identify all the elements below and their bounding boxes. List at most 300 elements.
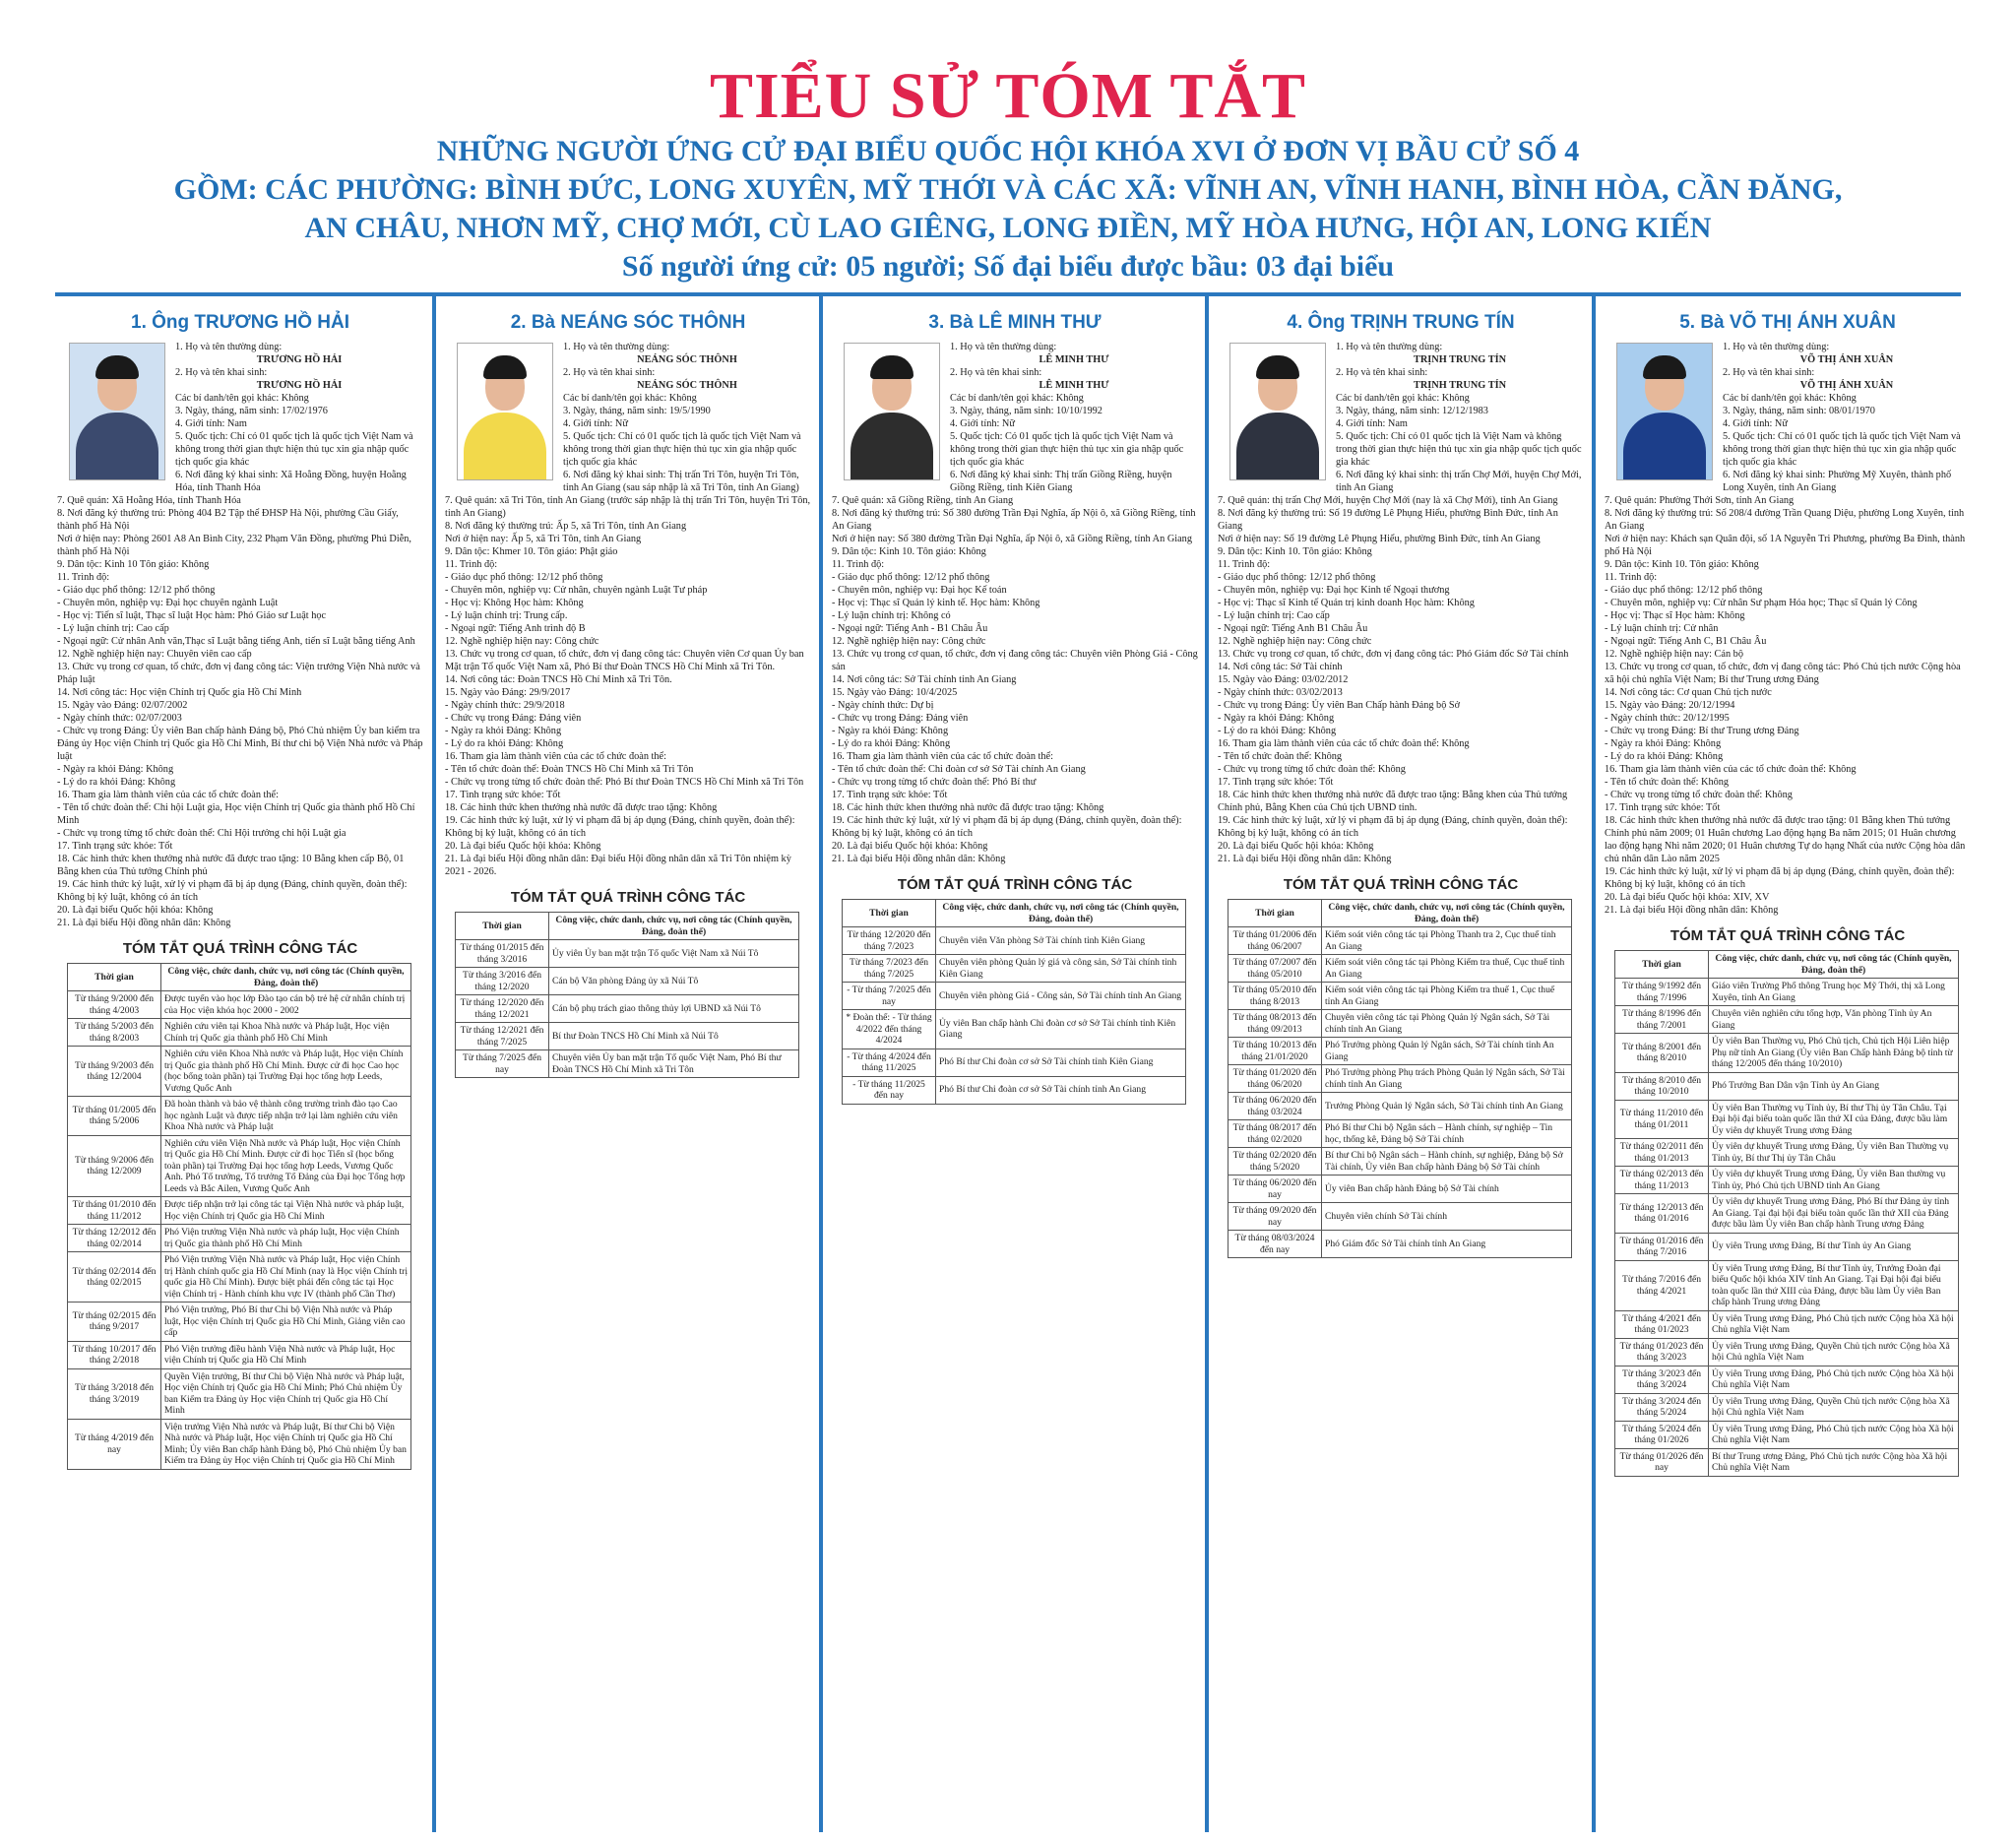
work-description: Chuyên viên phòng Giá - Công sản, Sở Tài chính tỉnh An Giang <box>936 983 1186 1010</box>
bio-line: 20. Là đại biểu Quốc hội khóa: Không <box>445 841 601 852</box>
bio-line: 7. Quê quán: thị trấn Chợ Mới, huyện Chợ Mới (nay là xã Chợ Mới), tỉnh An Giang <box>1218 495 1558 506</box>
work-description: Phó Viện trưởng điều hành Viện Nhà nước và Pháp luật, Học viện Chính trị Quốc gia Hồ Chí Minh <box>161 1341 411 1368</box>
bio-line: - Lý luận chính trị: Không có <box>832 610 951 621</box>
work-description: Phó Viện trưởng, Phó Bí thư Chi bộ Viện Nhà nước và Pháp luật, Học viện Chính trị Quốc gia Hồ Chí Minh, Giảng viên cao cấp <box>161 1303 411 1342</box>
bio-line: - Học vị: Không Học hàm: Không <box>445 598 584 608</box>
col-header-work: Công việc, chức danh, chức vụ, nơi công tác (Chính quyền, Đảng, đoàn thể) <box>936 900 1186 927</box>
col-header-time: Thời gian <box>456 913 549 940</box>
bio-line: 3. Ngày, tháng, năm sinh: 10/10/1992 <box>950 406 1102 416</box>
work-history-table <box>1228 899 1572 1258</box>
work-period: Từ tháng 8/2010 đến tháng 10/2010 <box>1615 1072 1709 1100</box>
work-period: Từ tháng 10/2013 đến tháng 21/01/2020 <box>1228 1038 1322 1065</box>
table-row <box>1615 1072 1959 1100</box>
bio-line: - Ngày chính thức: Dự bị <box>832 700 934 711</box>
work-description: Ủy viên dự khuyết Trung ương Đảng, Ủy viên Ban thường vụ Tỉnh ủy, Phó Chủ tịch UBND tỉnh An Giang <box>1709 1167 1959 1194</box>
bio-line: 6. Nơi đăng ký khai sinh: thị trấn Chợ Mới, huyện Chợ Mới, tỉnh An Giang <box>1336 470 1582 493</box>
bio-line: 11. Trình độ: <box>832 559 885 570</box>
work-period: Từ tháng 01/2015 đến tháng 3/2016 <box>456 940 549 968</box>
work-description: Chuyên viên chính Sở Tài chính <box>1322 1203 1572 1231</box>
bio-line: Các bí danh/tên gọi khác: Không <box>1336 393 1470 404</box>
work-period: - Từ tháng 7/2025 đến nay <box>843 983 936 1010</box>
col-header-time: Thời gian <box>843 900 936 927</box>
bio-line: 6. Nơi đăng ký khai sinh: Phường Mỹ Xuyên, thành phố Long Xuyên, tỉnh An Giang <box>1723 470 1952 493</box>
candidate-portrait <box>844 343 940 480</box>
work-description: Kiểm soát viên công tác tại Phòng Kiểm tra thuế, Cục thuế tỉnh An Giang <box>1322 955 1572 983</box>
work-period: Từ tháng 10/2017 đến tháng 2/2018 <box>68 1341 161 1368</box>
work-period: Từ tháng 7/2016 đến tháng 4/2021 <box>1615 1260 1709 1310</box>
work-description: Phó Giám đốc Sở Tài chính tỉnh An Giang <box>1322 1231 1572 1258</box>
work-description: Ủy viên Ban chấp hành Đảng bộ Sở Tài chính <box>1322 1176 1572 1203</box>
table-row <box>1228 1176 1572 1203</box>
bio-line: 3. Ngày, tháng, năm sinh: 12/12/1983 <box>1336 406 1488 416</box>
bio-line: 4. Giới tính: Nam <box>1336 418 1408 429</box>
bio-line: 11. Trình độ: <box>1605 572 1658 583</box>
bio-line: 6. Nơi đăng ký khai sinh: Thị trấn Giồng Riềng, huyện Giồng Riềng, tỉnh Kiên Giang <box>950 470 1172 493</box>
bio-line: 21. Là đại biểu Hội đồng nhân dân: Đại biểu Hội đồng nhân dân xã Tri Tôn nhiệm kỳ 2021 - 2026. <box>445 854 791 877</box>
bio-line: TRỊNH TRUNG TÍN <box>1413 354 1507 365</box>
bio-line: 15. Ngày vào Đảng: 10/4/2025 <box>832 687 958 698</box>
col-header-work: Công việc, chức danh, chức vụ, nơi công tác (Chính quyền, Đảng, đoàn thể) <box>1709 951 1959 979</box>
table-row <box>1228 927 1572 955</box>
work-period: Từ tháng 01/2026 đến nay <box>1615 1448 1709 1476</box>
bio-line: 18. Các hình thức khen thưởng nhà nước đã được trao tặng: Không <box>445 802 718 813</box>
table-row <box>1615 1421 1959 1448</box>
bio-line: 9. Dân tộc: Kinh 10. Tôn giáo: Không <box>1605 559 1759 570</box>
bio-line: 4. Giới tính: Nữ <box>950 418 1015 429</box>
work-period: Từ tháng 5/2003 đến tháng 8/2003 <box>68 1019 161 1047</box>
bio-line: 8. Nơi đăng ký thường trú: Số 19 đường Lê Phụng Hiểu, phường Bình Đức, tỉnh An Giang <box>1218 508 1558 532</box>
work-description: Phó Viện trưởng Viện Nhà nước và Pháp luật, Học viện Chính trị Hành chính quốc gia Hồ Chí Minh (nay là Học viện Chính trị quốc gia Hồ Chí Minh). Được biệt phái đến công tác tại Học viện Chính trị - Hành chính khu vực IV (thành phố Cần Thơ) <box>161 1252 411 1303</box>
work-description: Phó Viện trưởng Viện Nhà nước và pháp luật, Học viện Chính trị Quốc gia thành phố Hồ Chí Minh <box>161 1225 411 1252</box>
work-period: Từ tháng 01/2010 đến tháng 11/2012 <box>68 1197 161 1225</box>
work-description: Nghiên cứu viên Khoa Nhà nước và Pháp luật, Học viện Chính trị Quốc gia thành phố Hồ Chí Minh. Được cử đi học Cao học (học bổng toàn phần) tại Trường Đại học tổng hợp Leeds, Vương Quốc Anh <box>161 1047 411 1097</box>
bio-line: 17. Tình trạng sức khỏe: Tốt <box>57 841 173 852</box>
bio-line: Nơi ở hiện nay: Số 380 đường Trần Đại Nghĩa, ấp Nội ô, xã Giồng Riềng, tỉnh An Giang <box>832 534 1192 544</box>
bio-line: - Chức vụ trong từng tổ chức đoàn thể: Không <box>1218 764 1406 775</box>
work-description: Ủy viên dự khuyết Trung ương Đảng, Ủy viên Ban Thường vụ Tỉnh ủy, Bí thư Thị ủy Tân Châu <box>1709 1139 1959 1167</box>
bio-line: - Ngày chính thức: 03/02/2013 <box>1218 687 1343 698</box>
work-period: * Đoàn thể: - Từ tháng 4/2022 đến tháng 4/2024 <box>843 1010 936 1049</box>
table-header-row <box>1615 951 1959 979</box>
bio-line: Các bí danh/tên gọi khác: Không <box>175 393 309 404</box>
portrait-clothing <box>1236 413 1319 480</box>
work-period: Từ tháng 01/2023 đến tháng 3/2023 <box>1615 1338 1709 1366</box>
work-period: Từ tháng 12/2012 đến tháng 02/2014 <box>68 1225 161 1252</box>
bio-line: 19. Các hình thức kỷ luật, xử lý vi phạm đã bị áp dụng (Đảng, chính quyền, đoàn thể): Không bị kỷ luật, không có án tích <box>1605 866 1955 890</box>
bio-line: - Chức vụ trong Đảng: Bí thư Trung ương Đảng <box>1605 726 1799 736</box>
bio-line: 6. Nơi đăng ký khai sinh: Xã Hoằng Đồng, huyện Hoằng Hóa, tỉnh Thanh Hóa <box>175 470 407 493</box>
bio-line: - Lý do ra khỏi Đảng: Không <box>1605 751 1724 762</box>
work-description: Chuyên viên nghiên cứu tổng hợp, Văn phòng Tỉnh ủy An Giang <box>1709 1006 1959 1034</box>
bio-line: 12. Nghề nghiệp hiện nay: Công chức <box>1218 636 1372 647</box>
table-row <box>1228 1010 1572 1038</box>
work-description: Phó Bí thư Chi đoàn cơ sở Sở Tài chính tỉnh Kiên Giang <box>936 1049 1186 1076</box>
work-description: Viện trưởng Viện Nhà nước và Pháp luật, Bí thư Chi bộ Viện Nhà nước và Pháp luật, Học viện Chính trị Quốc gia Hồ Chí Minh; Ủy viên Ban chấp hành Đảng bộ, Phó Chủ nhiệm Ủy ban Kiểm tra Đảng ủy Học viện Chính trị Quốc gia Hồ Chí Minh <box>161 1419 411 1469</box>
candidate-column <box>445 311 811 1078</box>
bio-line: 11. Trình độ: <box>445 559 498 570</box>
table-row <box>68 1097 411 1136</box>
work-period: Từ tháng 4/2019 đến nay <box>68 1419 161 1469</box>
bio-line: Nơi ở hiện nay: Phòng 2601 A8 An Bình City, 232 Phạm Văn Đồng, phường Phú Diễn, thành phố Hà Nội <box>57 534 412 557</box>
table-row <box>843 1076 1186 1104</box>
portrait-clothing <box>464 413 546 480</box>
page-subtitle-4: Số người ứng cử: 05 người; Số đại biểu được bầu: 03 đại biểu <box>621 250 1395 283</box>
bio-line: 15. Ngày vào Đảng: 02/07/2002 <box>57 700 188 711</box>
bio-line: - Lý do ra khỏi Đảng: Không <box>445 738 564 749</box>
bio-line: - Lý do ra khỏi Đảng: Không <box>1218 726 1337 736</box>
bio-line: - Lý do ra khỏi Đảng: Không <box>832 738 951 749</box>
work-period: Từ tháng 12/2020 đến tháng 7/2023 <box>843 927 936 955</box>
work-period: Từ tháng 02/2015 đến tháng 9/2017 <box>68 1303 161 1342</box>
bio-line: NEÁNG SÓC THÔNH <box>637 380 737 391</box>
bio-line: 8. Nơi đăng ký thường trú: Phòng 404 B2 Tập thể ĐHSP Hà Nội, phường Cầu Giấy, thành phố Hà Nội <box>57 508 399 532</box>
work-period: Từ tháng 08/03/2024 đến nay <box>1228 1231 1322 1258</box>
portrait-clothing <box>850 413 933 480</box>
bio-line: 17. Tình trạng sức khỏe: Tốt <box>445 790 561 800</box>
bio-line: 20. Là đại biểu Quốc hội khóa: Không <box>57 905 214 916</box>
bio-line: - Chuyên môn, nghiệp vụ: Đại học Kinh tế Ngoại thương <box>1218 585 1450 596</box>
bio-line: 15. Ngày vào Đảng: 20/12/1994 <box>1605 700 1735 711</box>
bio-line: 7. Quê quán: xã Tri Tôn, tỉnh An Giang (trước sáp nhập là thị trấn Tri Tôn, huyện Tri Tôn, tỉnh An Giang) <box>445 495 811 519</box>
table-row <box>1615 1100 1959 1139</box>
table-row <box>68 1197 411 1225</box>
work-description: Cán bộ Văn phòng Đảng ủy xã Núi Tô <box>549 968 799 995</box>
bio-line: 11. Trình độ: <box>57 572 110 583</box>
table-row <box>1615 1393 1959 1421</box>
table-row <box>1228 955 1572 983</box>
work-description: Ủy viên Trung ương Đảng, Phó Chủ tịch nước Cộng hòa Xã hội Chủ nghĩa Việt Nam <box>1709 1310 1959 1338</box>
work-history-table <box>455 912 799 1078</box>
bio-line: 5. Quốc tịch: Chỉ có 01 quốc tịch là quốc tịch Việt Nam và không trong thời gian thực hiện thủ tục xin gia nhập quốc tịch quốc gia khác <box>175 431 413 468</box>
bio-line: 13. Chức vụ trong cơ quan, tổ chức, đơn vị đang công tác: Viện trưởng Viện Nhà nước và Pháp luật <box>57 662 420 685</box>
work-period: Từ tháng 06/2020 đến tháng 03/2024 <box>1228 1093 1322 1120</box>
work-description: Nghiên cứu viên tại Khoa Nhà nước và Pháp luật, Học viện Chính trị Quốc gia thành phố Hồ Chí Minh <box>161 1019 411 1047</box>
bio-line: - Ngày chính thức: 02/07/2003 <box>57 713 182 724</box>
work-period: Từ tháng 11/2010 đến tháng 01/2011 <box>1615 1100 1709 1139</box>
table-row <box>1228 1038 1572 1065</box>
table-row <box>68 1341 411 1368</box>
table-row <box>68 1047 411 1097</box>
work-description: Được tuyển vào học lớp Đào tạo cán bộ trẻ hệ cử nhân chính trị của Học viện khóa học 2000 - 2002 <box>161 991 411 1019</box>
work-description: Phó Bí thư Chi đoàn cơ sở Sở Tài chính tỉnh An Giang <box>936 1076 1186 1104</box>
table-row <box>1228 1231 1572 1258</box>
table-row <box>68 1019 411 1047</box>
bio-line: - Chức vụ trong Đảng: Đảng viên <box>445 713 582 724</box>
table-row <box>456 1023 799 1050</box>
bio-line: - Chuyên môn, nghiệp vụ: Đại học Kế toán <box>832 585 1007 596</box>
bio-line: - Ngày ra khỏi Đảng: Không <box>445 726 562 736</box>
header-divider <box>55 292 1961 296</box>
work-description: Phó Trưởng phòng Phụ trách Phòng Quản lý Ngân sách, Sở Tài chính tỉnh An Giang <box>1322 1065 1572 1093</box>
bio-line: NEÁNG SÓC THÔNH <box>637 354 737 365</box>
bio-line: 7. Quê quán: Xã Hoằng Hóa, tỉnh Thanh Hóa <box>57 495 241 506</box>
bio-line: 14. Nơi công tác: Cơ quan Chủ tịch nước <box>1605 687 1772 698</box>
bio-line: 20. Là đại biểu Quốc hội khóa: Không <box>1218 841 1374 852</box>
bio-line: 14. Nơi công tác: Sở Tài chính tỉnh An Giang <box>832 674 1017 685</box>
work-period: Từ tháng 5/2024 đến tháng 01/2026 <box>1615 1421 1709 1448</box>
bio-line: 17. Tình trạng sức khỏe: Tốt <box>832 790 948 800</box>
bio-line: 9. Dân tộc: Kinh 10. Tôn giáo: Không <box>1218 546 1372 557</box>
table-row <box>1228 1093 1572 1120</box>
bio-line: - Chức vụ trong từng tổ chức đoàn thể: Chi Hội trưởng chi hội Luật gia <box>57 828 346 839</box>
page-subtitle-3: AN CHÂU, NHƠN MỸ, CHỢ MỚI, CÙ LAO GIÊNG, LONG ĐIỀN, MỸ HÒA HƯNG, HỘI AN, LONG KIẾN <box>304 212 1712 244</box>
work-period: Từ tháng 12/2021 đến tháng 7/2025 <box>456 1023 549 1050</box>
bio-line: - Ngày ra khỏi Đảng: Không <box>1218 713 1335 724</box>
bio-line: - Học vị: Thạc sĩ Quản lý kinh tế. Học hàm: Không <box>832 598 1040 608</box>
bio-line: 21. Là đại biểu Hội đồng nhân dân: Không <box>57 918 231 928</box>
bio-line: 2. Họ và tên khai sinh: <box>175 367 268 378</box>
bio-line: 21. Là đại biểu Hội đồng nhân dân: Không <box>1605 905 1779 916</box>
bio-line: 4. Giới tính: Nữ <box>563 418 628 429</box>
work-description: Ủy viên Trung ương Đảng, Bí thư Tỉnh ủy, Trưởng Đoàn đại biểu Quốc hội khóa XIV tỉnh An Giang. Tại Đại hội đại biểu toàn quốc lần thứ XIII của Đảng, được bầu làm Ủy viên Ban chấp hành Trung ương Đảng <box>1709 1260 1959 1310</box>
bio-line: - Ngày ra khỏi Đảng: Không <box>1605 738 1722 749</box>
work-period: Từ tháng 01/2005 đến tháng 5/2006 <box>68 1097 161 1136</box>
bio-line: - Học vị: Thạc sĩ Kinh tế Quản trị kinh doanh Học hàm: Không <box>1218 598 1475 608</box>
table-row <box>456 1050 799 1078</box>
bio-line: - Chức vụ trong Đảng: Ủy viên Ban Chấp hành Đảng bộ Sở <box>1218 700 1461 711</box>
bio-line: 17. Tình trạng sức khỏe: Tốt <box>1218 777 1334 788</box>
work-period: Từ tháng 06/2020 đến nay <box>1228 1176 1322 1203</box>
work-description: Đã hoàn thành và bảo vệ thành công trường trình đào tạo Cao học ngành Luật và được tiếp nhận trở lại làm nghiên cứu viên Khoa Nhà nước và Pháp luật <box>161 1097 411 1136</box>
bio-line: - Chức vụ trong từng tổ chức đoàn thể: Phó Bí thư Đoàn TNCS Hồ Chí Minh xã Tri Tôn <box>445 777 804 788</box>
bio-line: 11. Trình độ: <box>1218 559 1271 570</box>
bio-line: - Chuyên môn, nghiệp vụ: Đại học chuyên ngành Luật <box>57 598 279 608</box>
table-row <box>1615 1310 1959 1338</box>
candidate-portrait <box>457 343 553 480</box>
col-header-work: Công việc, chức danh, chức vụ, nơi công tác (Chính quyền, Đảng, đoàn thể) <box>549 913 799 940</box>
column-divider <box>1205 296 1209 1832</box>
work-history-title: TÓM TẮT QUÁ TRÌNH CÔNG TÁC <box>122 940 358 957</box>
table-row <box>843 955 1186 983</box>
table-row <box>456 968 799 995</box>
candidate-name: 2. Bà NEÁNG SÓC THÔNH <box>510 312 746 333</box>
work-period: Từ tháng 01/2006 đến tháng 06/2007 <box>1228 927 1322 955</box>
candidate-name: 5. Bà VÕ THỊ ÁNH XUÂN <box>1679 312 1896 333</box>
work-period: Từ tháng 3/2018 đến tháng 3/2019 <box>68 1368 161 1419</box>
bio-line: TRƯƠNG HỒ HẢI <box>256 354 343 365</box>
bio-line: - Ngoại ngữ: Tiếng Anh - B1 Châu Âu <box>832 623 988 634</box>
bio-line: LÊ MINH THƯ <box>1039 354 1109 365</box>
work-period: Từ tháng 02/2013 đến tháng 11/2013 <box>1615 1167 1709 1194</box>
bio-line: - Lý do ra khỏi Đảng: Không <box>57 777 176 788</box>
table-row <box>1228 983 1572 1010</box>
bio-line: - Ngoại ngữ: Tiếng Anh C, B1 Châu Âu <box>1605 636 1767 647</box>
work-description: Ủy viên Ban Thường vụ Tỉnh ủy, Bí thư Thị ủy Tân Châu. Tại Đại hội đại biểu toàn quốc lần thứ XI của Đảng, được bầu làm Ủy viên dự khuyết Trung ương Đảng <box>1709 1100 1959 1139</box>
bio-line: - Ngày chính thức: 20/12/1995 <box>1605 713 1730 724</box>
table-row <box>68 1419 411 1469</box>
page-subtitle-2: GỒM: CÁC PHƯỜNG: BÌNH ĐỨC, LONG XUYÊN, MỸ THỚI VÀ CÁC XÃ: VĨNH AN, VĨNH HANH, BÌNH HÒA, CẦN ĐĂNG, <box>173 173 1843 206</box>
bio-line: VÕ THỊ ÁNH XUÂN <box>1799 354 1894 365</box>
work-description: Được tiếp nhận trở lại công tác tại Viện Nhà nước và pháp luật, Học viện Chính trị Quốc gia Hồ Chí Minh <box>161 1197 411 1225</box>
bio-line: 16. Tham gia làm thành viên của các tổ chức đoàn thể: Không <box>1218 738 1470 749</box>
page-header <box>0 0 2016 286</box>
bio-line: - Chức vụ trong từng tổ chức đoàn thể: Không <box>1605 790 1793 800</box>
bio-line: LÊ MINH THƯ <box>1039 380 1109 391</box>
work-period: Từ tháng 9/2000 đến tháng 4/2003 <box>68 991 161 1019</box>
bio-line: Các bí danh/tên gọi khác: Không <box>1723 393 1857 404</box>
bio-line: 16. Tham gia làm thành viên của các tổ chức đoàn thể: <box>445 751 666 762</box>
work-period: Từ tháng 12/2020 đến tháng 12/2021 <box>456 995 549 1023</box>
work-history-title: TÓM TẮT QUÁ TRÌNH CÔNG TÁC <box>510 889 746 906</box>
bio-line: Nơi ở hiện nay: Số 19 đường Lê Phụng Hiểu, phường Bình Đức, tỉnh An Giang <box>1218 534 1541 544</box>
work-period: Từ tháng 9/2006 đến tháng 12/2009 <box>68 1135 161 1197</box>
bio-line: 19. Các hình thức kỷ luật, xử lý vi phạm đã bị áp dụng (Đảng, chính quyền, đoàn thể): Không bị kỷ luật, không có án tích <box>1218 815 1568 839</box>
portrait-clothing <box>76 413 158 480</box>
bio-line: - Tên tổ chức đoàn thể: Đoàn TNCS Hồ Chí Minh xã Tri Tôn <box>445 764 694 775</box>
work-description: Ủy viên Trung ương Đảng, Quyền Chủ tịch nước Cộng hòa Xã hội Chủ nghĩa Việt Nam <box>1709 1338 1959 1366</box>
bio-line: - Lý luận chính trị: Trung cấp. <box>445 610 568 621</box>
work-period: Từ tháng 02/2020 đến tháng 5/2020 <box>1228 1148 1322 1176</box>
candidate-portrait <box>1616 343 1713 480</box>
table-row <box>1615 1034 1959 1073</box>
work-description: Chuyên viên Ủy ban mặt trận Tổ quốc Việt Nam, Phó Bí thư Đoàn TNCS Hồ Chí Minh xã Tri Tôn <box>549 1050 799 1078</box>
bio-line: 20. Là đại biểu Quốc hội khóa: Không <box>832 841 988 852</box>
bio-line: - Chức vụ trong Đảng: Ủy viên Ban chấp hành Đảng bộ, Phó Chủ nhiệm Ủy ban kiểm tra Đảng ủy Học viện Chính trị Quốc gia Hồ Chí Minh, Bí thư chi bộ Viện Nhà nước và Pháp luật <box>57 726 423 762</box>
table-row <box>456 940 799 968</box>
bio-line: 1. Họ và tên thường dùng: <box>1336 342 1443 352</box>
table-header-row <box>843 900 1186 927</box>
bio-line: - Tên tổ chức đoàn thể: Chi hội Luật gia, Học viện Chính trị Quốc gia thành phố Hồ Chí Minh <box>57 802 415 826</box>
bio-line: TRƯƠNG HỒ HẢI <box>256 380 343 391</box>
work-description: Chuyên viên công tác tại Phòng Quản lý Ngân sách, Sở Tài chính tỉnh An Giang <box>1322 1010 1572 1038</box>
work-period: Từ tháng 3/2016 đến tháng 12/2020 <box>456 968 549 995</box>
bio-line: 21. Là đại biểu Hội đồng nhân dân: Không <box>832 854 1006 864</box>
table-row <box>68 1225 411 1252</box>
table-row <box>1228 1120 1572 1148</box>
candidate-portrait <box>1229 343 1326 480</box>
work-description: Ủy viên Trung ương Đảng, Phó Chủ tịch nước Cộng hòa Xã hội Chủ nghĩa Việt Nam <box>1709 1366 1959 1393</box>
table-row <box>1615 1194 1959 1234</box>
work-period: Từ tháng 02/2011 đến tháng 01/2013 <box>1615 1139 1709 1167</box>
work-history-title: TÓM TẮT QUÁ TRÌNH CÔNG TÁC <box>897 876 1133 893</box>
table-row <box>1615 979 1959 1006</box>
bio-line: 4. Giới tính: Nữ <box>1723 418 1788 429</box>
work-description: Ủy viên Ủy ban mặt trận Tổ quốc Việt Nam xã Núi Tô <box>549 940 799 968</box>
table-row <box>1228 1148 1572 1176</box>
bio-line: - Tên tổ chức đoàn thể: Không <box>1218 751 1343 762</box>
candidate-column <box>57 311 423 1470</box>
table-row <box>1615 1139 1959 1167</box>
work-description: Bí thư Đoàn TNCS Hồ Chí Minh xã Núi Tô <box>549 1023 799 1050</box>
table-row <box>1615 1338 1959 1366</box>
work-period: - Từ tháng 4/2024 đến tháng 11/2025 <box>843 1049 936 1076</box>
work-period: Từ tháng 08/2017 đến tháng 02/2020 <box>1228 1120 1322 1148</box>
bio-line: 21. Là đại biểu Hội đồng nhân dân: Không <box>1218 854 1392 864</box>
table-row <box>68 1252 411 1303</box>
bio-line: 19. Các hình thức kỷ luật, xử lý vi phạm đã bị áp dụng (Đảng, chính quyền, đoàn thể): Không bị kỷ luật, không có án tích <box>832 815 1182 839</box>
work-description: Giáo viên Trường Phổ thông Trung học Mỹ Thới, thị xã Long Xuyên, tỉnh An Giang <box>1709 979 1959 1006</box>
work-history-table <box>842 899 1186 1105</box>
table-row <box>68 1135 411 1197</box>
bio-line: - Chuyên môn, nghiệp vụ: Cử nhân Sư phạm Hóa học; Thạc sĩ Quản lý Công <box>1605 598 1918 608</box>
bio-line: 13. Chức vụ trong cơ quan, tổ chức, đơn vị đang công tác: Chuyên viên Cơ quan Ủy ban Mặt trận Tổ quốc Việt Nam xã, Phó Bí thư Đoàn TNCS Hồ Chí Minh xã Tri Tôn. <box>445 649 804 672</box>
bio-line: 13. Chức vụ trong cơ quan, tổ chức, đơn vị đang công tác: Phó Chủ tịch nước Cộng hòa xã hội chủ nghĩa Việt Nam; Bí thư Trung ương Đảng <box>1605 662 1961 685</box>
bio-line: 14. Nơi công tác: Sở Tài chính <box>1218 662 1343 672</box>
bio-line: VÕ THỊ ÁNH XUÂN <box>1799 380 1894 391</box>
work-description: Nghiên cứu viên Viện Nhà nước và Pháp luật, Học viện Chính trị Quốc gia Hồ Chí Minh. Được cử đi học Tiến sĩ (học bổng toàn phần) tại Trường Đại học tổng hợp Leeds, Vương Quốc Anh. Phó Tổ trưởng, Tổ trưởng Tổ Đảng của Đại học Tổng hợp Leeds và Bắc Ailen, Vương Quốc Anh <box>161 1135 411 1197</box>
bio-line: 19. Các hình thức kỷ luật, xử lý vi phạm đã bị áp dụng (Đảng, chính quyền, đoàn thể): Không bị kỷ luật, không có án tích <box>57 879 408 903</box>
bio-line: 5. Quốc tịch: Chỉ có 01 quốc tịch là Việt Nam và không trong thời gian thực hiện thủ tục xin gia nhập quốc tịch quốc gia khác <box>1336 431 1582 468</box>
bio-line: 15. Ngày vào Đảng: 29/9/2017 <box>445 687 571 698</box>
bio-line: 4. Giới tính: Nam <box>175 418 247 429</box>
bio-line: 19. Các hình thức kỷ luật, xử lý vi phạm đã bị áp dụng (Đảng, chính quyền, đoàn thể): Không bị kỷ luật, không có án tích <box>445 815 795 839</box>
table-row <box>1615 1233 1959 1260</box>
work-history-title: TÓM TẮT QUÁ TRÌNH CÔNG TÁC <box>1283 876 1519 893</box>
bio-line: Nơi ở hiện nay: Ấp 5, xã Tri Tôn, tỉnh An Giang <box>445 534 642 544</box>
work-description: Ủy viên Trung ương Đảng, Bí thư Tỉnh ủy An Giang <box>1709 1233 1959 1260</box>
work-period: Từ tháng 4/2021 đến tháng 01/2023 <box>1615 1310 1709 1338</box>
bio-line: 1. Họ và tên thường dùng: <box>175 342 283 352</box>
work-period: Từ tháng 02/2014 đến tháng 02/2015 <box>68 1252 161 1303</box>
bio-line: 8. Nơi đăng ký thường trú: Số 208/4 đường Trần Quang Diệu, phường Long Xuyên, tỉnh An Giang <box>1605 508 1965 532</box>
work-period: Từ tháng 08/2013 đến tháng 09/2013 <box>1228 1010 1322 1038</box>
work-description: Cán bộ phụ trách giao thông thủy lợi UBND xã Núi Tô <box>549 995 799 1023</box>
work-period: Từ tháng 7/2025 đến nay <box>456 1050 549 1078</box>
bio-line: - Ngoại ngữ: Cử nhân Anh văn,Thạc sĩ Luật bằng tiếng Anh, tiến sĩ Luật bằng tiếng Anh <box>57 636 415 647</box>
table-row <box>843 927 1186 955</box>
work-period: Từ tháng 8/1996 đến tháng 7/2001 <box>1615 1006 1709 1034</box>
work-description: Quyền Viện trưởng, Bí thư Chi bộ Viện Nhà nước và Pháp luật, Học viện Chính trị Quốc gia Hồ Chí Minh; Phó Chủ nhiệm Ủy ban Kiểm tra Đảng ủy Học viện Chính trị Quốc gia Hồ Chí Minh <box>161 1368 411 1419</box>
bio-line: 7. Quê quán: xã Giồng Riềng, tỉnh An Giang <box>832 495 1014 506</box>
bio-line: TRỊNH TRUNG TÍN <box>1413 380 1507 391</box>
table-header-row <box>456 913 799 940</box>
bio-line: 9. Dân tộc: Kinh 10 Tôn giáo: Không <box>57 559 210 570</box>
bio-line: - Giáo dục phổ thông: 12/12 phổ thông <box>57 585 216 596</box>
candidate-column <box>832 311 1198 1105</box>
table-row <box>1228 1203 1572 1231</box>
bio-line: 1. Họ và tên thường dùng: <box>563 342 670 352</box>
bio-line: - Giáo dục phổ thông: 12/12 phổ thông <box>1218 572 1376 583</box>
table-row <box>843 983 1186 1010</box>
column-divider <box>432 296 436 1832</box>
bio-line: 9. Dân tộc: Kinh 10. Tôn giáo: Không <box>832 546 986 557</box>
col-header-work: Công việc, chức danh, chức vụ, nơi công tác (Chính quyền, Đảng, đoàn thể) <box>1322 900 1572 927</box>
bio-line: - Học vị: Tiến sĩ luật, Thạc sĩ luật Học hàm: Phó Giáo sư Luật học <box>57 610 327 621</box>
bio-line: - Giáo dục phổ thông: 12/12 phổ thông <box>445 572 603 583</box>
bio-line: 12. Nghề nghiệp hiện nay: Chuyên viên cao cấp <box>57 649 252 660</box>
bio-line: - Lý luận chính trị: Cao cấp <box>1218 610 1330 621</box>
bio-line: - Ngày ra khỏi Đảng: Không <box>832 726 949 736</box>
bio-line: 12. Nghề nghiệp hiện nay: Công chức <box>445 636 599 647</box>
work-period: Từ tháng 12/2013 đến tháng 01/2016 <box>1615 1194 1709 1234</box>
bio-line: 5. Quốc tịch: Có 01 quốc tịch là quốc tịch Việt Nam và không trong thời gian thực hiện thủ tục xin gia nhập quốc tịch quốc gia khác <box>950 431 1184 468</box>
bio-line: 13. Chức vụ trong cơ quan, tổ chức, đơn vị đang công tác: Chuyên viên Phòng Giá - Công sản <box>832 649 1198 672</box>
bio-line: 5. Quốc tịch: Chỉ có 01 quốc tịch là quốc tịch Việt Nam và không trong thời gian thực hiện thủ tục xin gia nhập quốc tịch quốc gia khác <box>1723 431 1961 468</box>
work-period: Từ tháng 07/2007 đến tháng 05/2010 <box>1228 955 1322 983</box>
bio-line: Các bí danh/tên gọi khác: Không <box>950 393 1084 404</box>
work-period: Từ tháng 7/2023 đến tháng 7/2025 <box>843 955 936 983</box>
work-description: Phó Trưởng phòng Quản lý Ngân sách, Sở Tài chính tỉnh An Giang <box>1322 1038 1572 1065</box>
bio-line: Nơi ở hiện nay: Khách sạn Quân đội, số 1A Nguyễn Tri Phương, phường Ba Đình, thành phố Hà Nội <box>1605 534 1966 557</box>
table-row <box>456 995 799 1023</box>
work-description: Phó Trưởng Ban Dân vận Tỉnh ủy An Giang <box>1709 1072 1959 1100</box>
bio-line: 3. Ngày, tháng, năm sinh: 08/01/1970 <box>1723 406 1875 416</box>
column-divider <box>819 296 823 1832</box>
bio-line: 16. Tham gia làm thành viên của các tổ chức đoàn thể: <box>57 790 279 800</box>
table-row <box>1228 1065 1572 1093</box>
candidate-column <box>1218 311 1584 1258</box>
bio-line: 14. Nơi công tác: Đoàn TNCS Hồ Chí Minh xã Tri Tôn. <box>445 674 672 685</box>
bio-line: 16. Tham gia làm thành viên của các tổ chức đoàn thể: Không <box>1605 764 1857 775</box>
table-row <box>1615 1366 1959 1393</box>
bio-line: 6. Nơi đăng ký khai sinh: Thị trấn Tri Tôn, huyện Tri Tôn, tỉnh An Giang (sau sáp nhập là xã Tri Tôn, tỉnh An Giang) <box>563 470 799 493</box>
bio-line: 2. Họ và tên khai sinh: <box>950 367 1042 378</box>
bio-line: 1. Họ và tên thường dùng: <box>1723 342 1830 352</box>
page-title: TIỂU SỬ TÓM TẮT <box>709 60 1307 132</box>
work-history-title: TÓM TẮT QUÁ TRÌNH CÔNG TÁC <box>1670 927 1906 944</box>
table-row <box>1615 1260 1959 1310</box>
bio-line: 16. Tham gia làm thành viên của các tổ chức đoàn thể: <box>832 751 1053 762</box>
